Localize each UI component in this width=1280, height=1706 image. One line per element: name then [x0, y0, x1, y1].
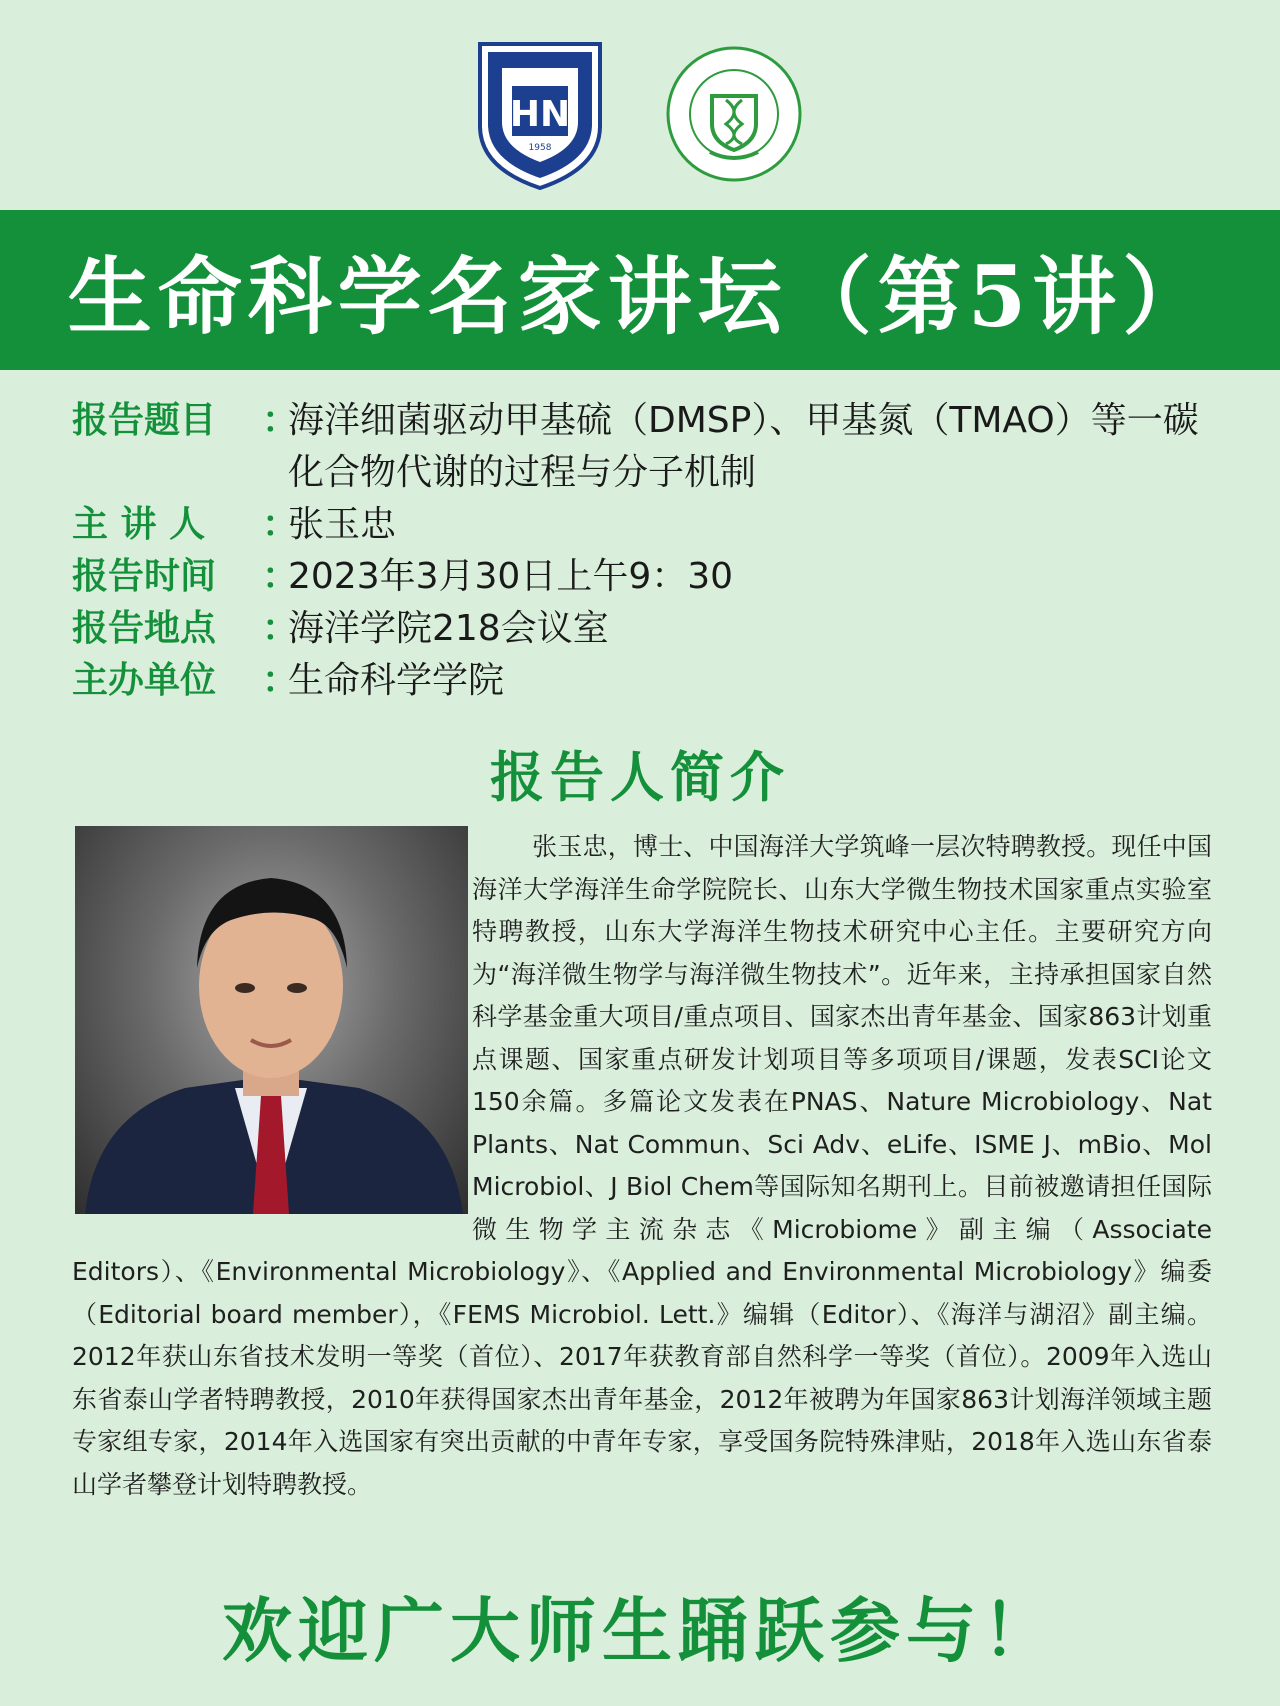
info-label: 主办单位 [72, 660, 217, 701]
school-of-life-sciences-seal-icon [664, 44, 804, 184]
info-colon: ： [262, 660, 299, 701]
logo-bar [0, 38, 1280, 190]
info-label: 报告题目 [72, 400, 217, 441]
welcome-message: 欢迎广大师生踊跃参与！ [222, 1589, 1058, 1672]
info-value: 海洋细菌驱动甲基硫（DMSP）、甲基氮（TMAO）等一碳化合物代谢的过程与分子机制 [288, 400, 1199, 493]
info-label: 主 讲 人 [72, 504, 206, 545]
info-row-organizer [72, 655, 1212, 707]
info-row-topic [72, 395, 1212, 499]
bio-paragraph: 张玉忠，博士、中国海洋大学筑峰一层次特聘教授。现任中国海洋大学海洋生命学院院长、山东大学微生物技术国家重点实验室特聘教授，山东大学海洋生物技术研究中心主任。主要研究方向为“海洋微生物学与海洋微生物技术”。近年来，主持承担国家自然科学基金重大项目/重点项目、国家杰出青年基金、国家863计划重点课题、国家重点研发计划项目等多项项目/课题，发表SCI论文150余篇。多篇论文发表在PNAS、Nature Microbiology、Nat Plants、Nat Commun、Sci Adv、eLife、ISME J、mBio、Mol Microbiol、J Biol Chem等国际知名期刊上。目前被邀请担任国际微生物学主流杂志《Microbiome》副主编（Associate Editors）、《Environmental Microbiology》、《Applied and Environmental Microbiology》编委（Editorial board member），《FEMS Microbiol. Lett.》编辑（Editor）、《海洋与湖沼》副主编。2012年获山东省技术发明一等奖（首位）、2017年获教育部自然科学一等奖（首位）。2009年入选山东省泰山学者特聘教授，2010年获得国家杰出青年基金，2012年被聘为年国家863计划海洋领域主题专家组专家，2014年入选国家有突出贡献的中青年专家，享受国务院特殊津贴，2018年入选山东省泰山学者攀登计划特聘教授。 [72, 832, 1212, 1499]
info-label: 报告时间 [72, 556, 217, 597]
info-value: 生命科学学院 [288, 660, 505, 701]
lecture-title: 生命科学名家讲坛（第5讲） [67, 246, 1213, 346]
info-value: 2023年3月30日上午9：30 [288, 556, 734, 597]
speaker-bio [72, 826, 1212, 1506]
svg-text:1958: 1958 [528, 143, 552, 153]
info-row-time [72, 551, 1212, 603]
svg-text:HN: HN [509, 94, 571, 135]
info-colon: ： [262, 608, 299, 649]
info-colon: ： [262, 504, 299, 545]
photo-spacer [72, 826, 472, 1216]
info-row-location [72, 603, 1212, 655]
info-value: 海洋学院218会议室 [288, 608, 609, 649]
hainan-university-emblem-icon [476, 38, 604, 190]
lecture-info [72, 395, 1212, 707]
info-value: 张玉忠 [288, 504, 397, 545]
info-colon: ： [262, 400, 299, 441]
title-banner [0, 210, 1280, 370]
info-label: 报告地点 [72, 608, 217, 649]
speaker-intro-heading: 报告人简介 [490, 746, 790, 809]
info-colon: ： [262, 556, 299, 597]
info-row-speaker [72, 499, 1212, 551]
